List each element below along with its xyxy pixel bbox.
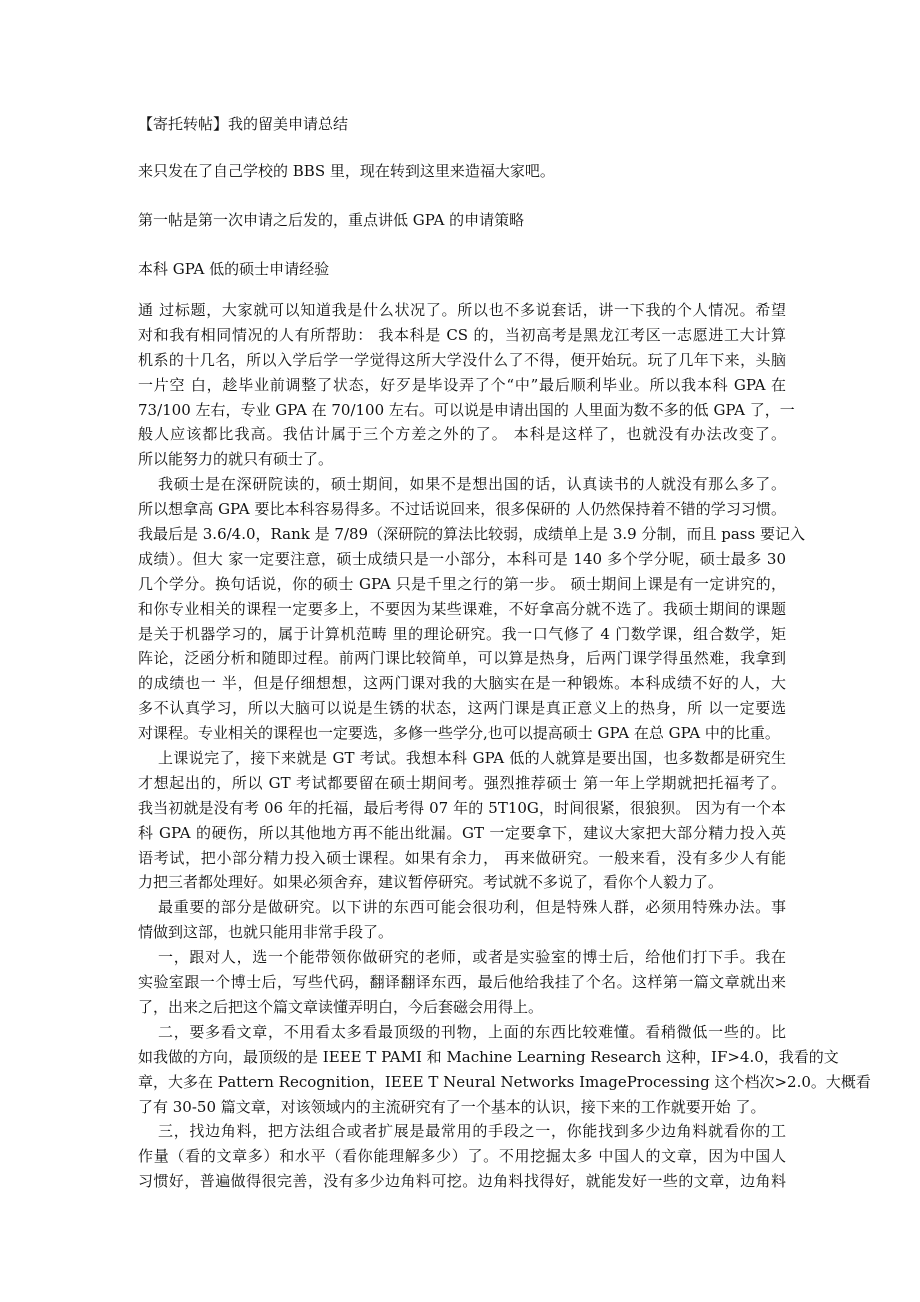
text-line: 二，要多看文章，不用看太多看最顶级的刊物，上面的东西比较难懂。看稍微低一些的。比 [158, 1022, 786, 1041]
text-line: 了有 30-50 篇文章，对该领域内的主流研究有了一个基本的认识，接下来的工作就要开始 了。 [138, 1097, 766, 1116]
text-line: 如我做的方向，最顶级的是 IEEE T PAMI 和 Machine Learning Research 这种，IF>4.0，我看的文 [138, 1047, 839, 1066]
text-line: 的成绩也一 半，但是仔细想想，这两门课对我的大脑实在是一种锻炼。本科成绩不好的人，大 [138, 674, 786, 693]
subtitle-line: 第一帖是第一次申请之后发的，重点讲低 GPA 的申请策略 [138, 211, 525, 229]
text-line: 几个学分。换句话说，你的硕士 GPA 只是千里之行的第一步。 硕士期间上课是有一定讲究的， [138, 574, 786, 593]
body-text [138, 298, 871, 1194]
text-line: 是关于机器学习的，属于计算机范畴 里的理论研究。我一口气修了 4 门数学课，组合数学，矩 [138, 624, 786, 643]
text-line: 对和我有相同情况的人有所帮助： 我本科是 CS 的，当初高考是黑龙江考区一志愿进工大计算 [138, 325, 786, 344]
text-line: 作量（看的文章多）和水平（看你能理解多少）了。不用挖掘太多 中国人的文章，因为中国人 [138, 1147, 786, 1166]
text-line: 才想起出的，所以 GT 考试都要留在硕士期间考。强烈推荐硕士 第一年上学期就把托福考了。 [138, 773, 786, 792]
text-line: 对课程。专业相关的课程也一定要选，多修一些学分,也可以提高硕士 GPA 在总 GPA 中的比重。 [138, 724, 780, 743]
text-line: 章，大多在 Pattern Recognition，IEEE T Neural Networks ImageProcessing 这个档次>2.0。大概看 [138, 1072, 871, 1091]
text-line: 所以想拿高 GPA 要比本科容易得多。不过话说回来，很多保研的 人仍然保持着不错的学习习惯。 [138, 500, 786, 519]
text-line: 成绩）。但大 家一定要注意，硕士成绩只是一小部分，本科可是 140 多个学分呢，硕士最多 30 [138, 549, 786, 568]
text-line: 机系的十几名，所以入学后学一学觉得这所大学没什么了不得，便开始玩。玩了几年下来，头脑 [138, 350, 786, 369]
text-line: 般人应该都比我高。我估计属于三个方差之外的了。 本科是这样了，也就没有办法改变了。 [138, 425, 786, 444]
text-line: 三，找边角料，把方法组合或者扩展是最常用的手段之一，你能找到多少边角料就看你的工 [158, 1122, 786, 1141]
text-line: 习惯好，普遍做得很完善，没有多少边角料可挖。边角料找得好，就能发好一些的文章，边角料 [138, 1172, 786, 1191]
text-line: 上课说完了，接下来就是 GT 考试。我想本科 GPA 低的人就算是要出国，也多数都是研究生 [158, 749, 786, 768]
text-line: 最重要的部分是做研究。以下讲的东西可能会很功利，但是特殊人群，必须用特殊办法。事 [158, 898, 786, 917]
section-heading: 本科 GPA 低的硕士申请经验 [138, 260, 330, 278]
text-line: 我最后是 3.6/4.0，Rank 是 7/89（深研院的算法比较弱，成绩单上是 3.9 分制，而且 pass 要记入 [138, 525, 805, 544]
text-line: 73/100 左右，专业 GPA 在 70/100 左右。可以说是申请出国的 人里面为数不多的低 GPA 了，一 [138, 400, 795, 419]
text-line: 我当初就是没有考 06 年的托福，最后考得 07 年的 5T10G，时间很紧，很狼狈。 因为有一个本 [138, 798, 786, 817]
text-line: 力把三者都处理好。如果必须舍弃，建议暂停研究。考试就不多说了，看你个人毅力了。 [138, 873, 724, 892]
text-line: 了，出来之后把这个篇文章读懂弄明白，今后套磁会用得上。 [138, 997, 544, 1016]
text-line: 一，跟对人，选一个能带领你做研究的老师，或者是实验室的博士后，给他们打下手。我在 [158, 948, 786, 967]
text-line: 一片空 白，趁毕业前调整了状态，好歹是毕设弄了个“中”最后顺利毕业。所以我本科 GPA 在 [138, 375, 786, 394]
intro-line: 来只发在了自己学校的 BBS 里，现在转到这里来造福大家吧。 [138, 162, 555, 180]
text-line: 语考试，把小部分精力投入硕士课程。如果有余力， 再来做研究。一般来看，没有多少人有能 [138, 848, 786, 867]
text-line: 多不认真学习，所以大脑可以说是生锈的状态，这两门课是真正意义上的热身，所 以一定要选 [138, 699, 786, 718]
text-line: 和你专业相关的课程一定要多上，不要因为某些课难，不好拿高分就不选了。我硕士期间的课题 [138, 599, 786, 618]
text-line: 所以能努力的就只有硕士了。 [138, 450, 334, 469]
text-line: 通 过标题，大家就可以知道我是什么状况了。所以也不多说套话，讲一下我的个人情况。希望 [138, 301, 786, 319]
text-line: 科 GPA 的硬伤，所以其他地方再不能出纰漏。GT 一定要拿下，建议大家把大部分精力投入英 [138, 823, 786, 842]
text-line: 我硕士是在深研院读的，硕士期间，如果不是想出国的话，认真读书的人就没有那么多了。 [158, 475, 786, 494]
document-title: 【寄托转帖】我的留美申请总结 [138, 115, 349, 133]
text-line: 实验室跟一个博士后，写些代码，翻译翻译东西，最后他给我挂了个名。这样第一篇文章就出来 [138, 973, 786, 992]
text-line: 情做到这部，也就只能用非常手段了。 [138, 923, 394, 942]
text-line: 阵论，泛函分析和随即过程。前两门课比较简单，可以算是热身，后两门课学得虽然难，我拿到 [138, 649, 786, 668]
